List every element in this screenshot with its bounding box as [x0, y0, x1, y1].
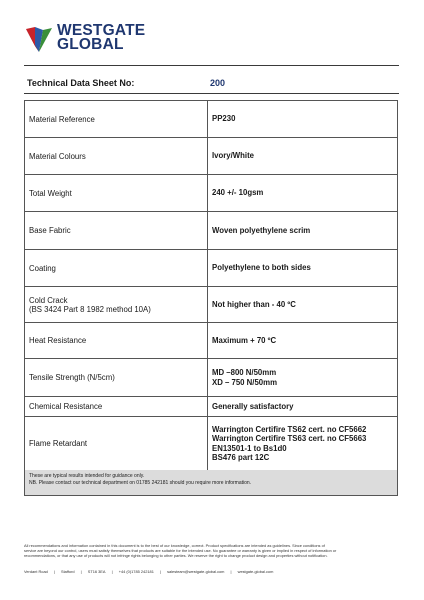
footer-separator: | [230, 569, 232, 574]
logo-line-1: WESTGATE [57, 22, 146, 39]
note-line-1: These are typical results intended for guidance only. [29, 473, 145, 479]
sheet-number: 200 [210, 78, 226, 88]
table-row [25, 287, 398, 323]
table-row [25, 323, 398, 359]
row-value: Woven polyethylene scrim [208, 212, 398, 250]
row-key: Material Colours [25, 138, 208, 175]
row-value: Generally satisfactory [208, 397, 398, 417]
table-row [25, 138, 398, 175]
row-key: Cold Crack (BS 3424 Part 8 1982 method 10A) [25, 287, 208, 323]
table-row [25, 397, 398, 417]
footer-website: westgate-global.com [237, 569, 274, 574]
row-value: Ivory/White [208, 138, 398, 175]
row-value: PP230 [208, 101, 398, 138]
table-row [25, 175, 398, 212]
sheet-label: Technical Data Sheet No: [27, 78, 135, 88]
row-key: Flame Retardant [25, 417, 208, 471]
row-value: Polyethylene to both sides [208, 250, 398, 287]
row-key: Base Fabric [25, 212, 208, 250]
logo-wordmark [57, 24, 145, 52]
note-line-2: NB. Please contact our technical department on 01785 242181 should you require more information. [29, 480, 252, 486]
logo-line-2: GLOBAL [57, 36, 124, 53]
footer-address: Verdant Road [24, 569, 48, 574]
row-key: Tensile Strength (N/5cm) [25, 359, 208, 397]
row-key: Material Reference [25, 101, 208, 138]
footer-phone: +44 (0)1785 242181 [118, 569, 154, 574]
header-rule [24, 65, 399, 66]
title-rule [24, 93, 399, 94]
table-row [25, 359, 398, 397]
footer [24, 569, 400, 574]
table-row [25, 212, 398, 250]
guidance-note [24, 470, 398, 496]
footer-separator: | [111, 569, 113, 574]
footer-separator: | [159, 569, 161, 574]
row-value: Not higher than - 40 ºC [208, 287, 398, 323]
row-value: Warrington Certifire TS62 cert. no CF5662 Warrington Certifire TS63 cert. no CF5663 EN13501-1 to Bs1d0 BS476 part 12C [208, 417, 398, 471]
footer-separator: | [80, 569, 82, 574]
row-key: Heat Resistance [25, 323, 208, 359]
row-value: 240 +/- 10gsm [208, 175, 398, 212]
company-logo [24, 22, 194, 58]
table-row [25, 101, 398, 138]
table-row [25, 417, 398, 471]
footer-town: Stafford [61, 569, 75, 574]
table-row [25, 250, 398, 287]
row-value: Maximum + 70 ºC [208, 323, 398, 359]
footer-separator: | [53, 569, 55, 574]
spec-table [24, 100, 398, 471]
footer-email: salesteam@westgate-global.com [167, 569, 225, 574]
row-key: Coating [25, 250, 208, 287]
footer-postcode: ST16 3EA [87, 569, 106, 574]
logo-shield-icon [24, 24, 54, 54]
row-key: Chemical Resistance [25, 397, 208, 417]
row-value: MD –800 N/50mm XD – 750 N/50mm [208, 359, 398, 397]
disclaimer: All recommendations and information contained in this document is to the best of our knowledge, correct. Product specifications are intended as guidelines. Since conditions of service are beyond our control, users must satisfy themselves that products are suitable for the intended use. No guarantee or warranty is given or implied in respect of information or recommendations, or that any use of products will not infringe rights belonging to other parties. We reserve the right to change product design and properties without notification. [24, 543, 337, 558]
row-key: Total Weight [25, 175, 208, 212]
